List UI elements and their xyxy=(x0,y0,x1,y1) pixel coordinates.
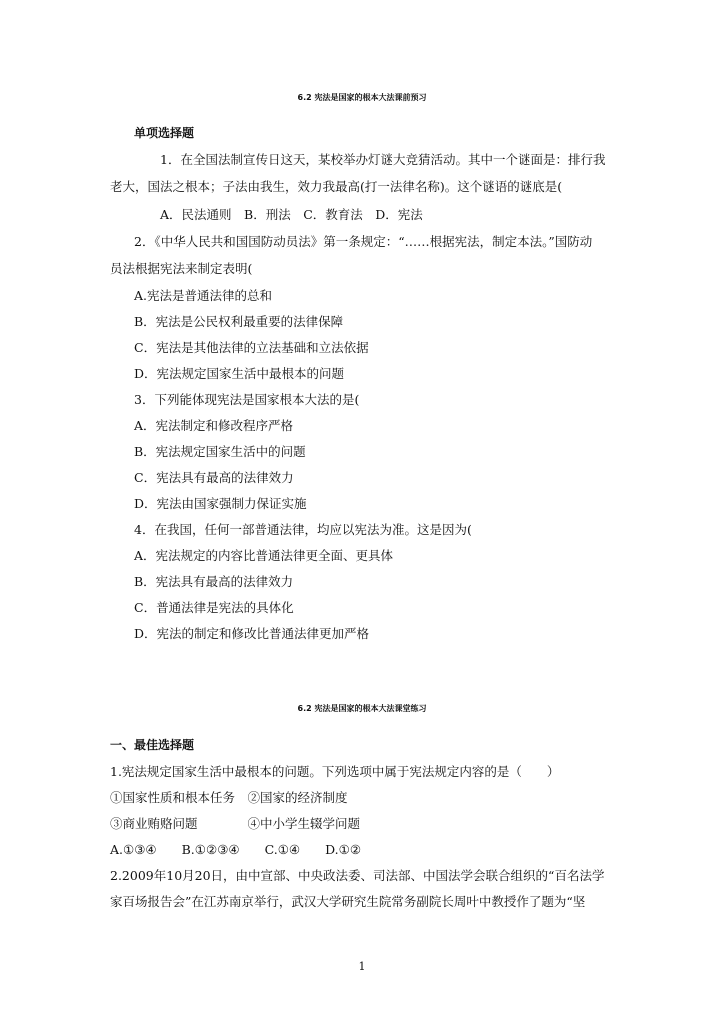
section1-heading: 单项选择题 xyxy=(134,126,195,140)
q3-option-b: B．宪法规定国家生活中的问题 xyxy=(134,444,306,459)
q2-option-d: D．宪法规定国家生活中最根本的问题 xyxy=(134,366,345,381)
q1-options: A．民法通则 B．刑法 C．教育法 D．宪法 xyxy=(160,207,423,222)
page-number: 1 xyxy=(358,960,366,973)
q2-option-b: B．宪法是公民权利最重要的法律保障 xyxy=(134,314,344,329)
p1-question: 1.宪法规定国家生活中最根本的问题。下列选项中属于宪法规定内容的是（ ） xyxy=(110,764,560,779)
q4-option-d: D．宪法的制定和修改比普通法律更加严格 xyxy=(134,626,370,641)
p2-line1: 2.2009年10月20日，由中宣部、中央政法委、司法部、中国法学会联合组织的“百名法学 xyxy=(110,868,605,883)
p1-items-row1: ①国家性质和根本任务 ②国家的经济制度 xyxy=(110,790,348,805)
q4-option-b: B．宪法具有最高的法律效力 xyxy=(134,574,294,589)
q1-line1: 1．在全国法制宣传日这天，某校举办灯谜大竞猜活动。其中一个谜面是：排行我 xyxy=(160,152,606,167)
q1-line2: 老大，国法之根本；子法由我生，效力我最高(打一法律名称)。这个谜语的谜底是( xyxy=(110,179,563,194)
p1-items-row2: ③商业贿赂问题 ④中小学生辍学问题 xyxy=(110,816,361,831)
q4-option-a: A．宪法规定的内容比普通法律更全面、更具体 xyxy=(134,548,394,563)
q3-option-a: A．宪法制定和修改程序严格 xyxy=(134,418,294,433)
q3-option-d: D．宪法由国家强制力保证实施 xyxy=(134,496,307,511)
q3-line1: 3．下列能体现宪法是国家根本大法的是( xyxy=(134,392,360,407)
section1-title: 6.2 宪法是国家的根本大法课前预习 xyxy=(297,93,427,102)
q2-option-a: A.宪法是普通法律的总和 xyxy=(134,288,273,303)
q4-option-c: C．普通法律是宪法的具体化 xyxy=(134,600,294,615)
p2-line2: 家百场报告会”在江苏南京举行，武汉大学研究生院常务副院长周叶中教授作了题为“坚 xyxy=(110,894,586,909)
q4-line1: 4．在我国，任何一部普通法律，均应以宪法为准。这是因为( xyxy=(134,522,472,537)
q2-line1: 2．《中华人民共和国国防动员法》第一条规定：“……根据宪法，制定本法。”国防动 xyxy=(134,234,593,249)
q2-line2: 员法根据宪法来制定表明( xyxy=(110,261,253,276)
q2-option-c: C．宪法是其他法律的立法基础和立法依据 xyxy=(134,340,369,355)
section2-heading: 一、最佳选择题 xyxy=(110,738,195,752)
section2-title: 6.2 宪法是国家的根本大法课堂练习 xyxy=(297,704,427,713)
p1-options: A.①③④ B.①②③④ C.①④ D.①② xyxy=(110,842,362,857)
q3-option-c: C．宪法具有最高的法律效力 xyxy=(134,470,294,485)
